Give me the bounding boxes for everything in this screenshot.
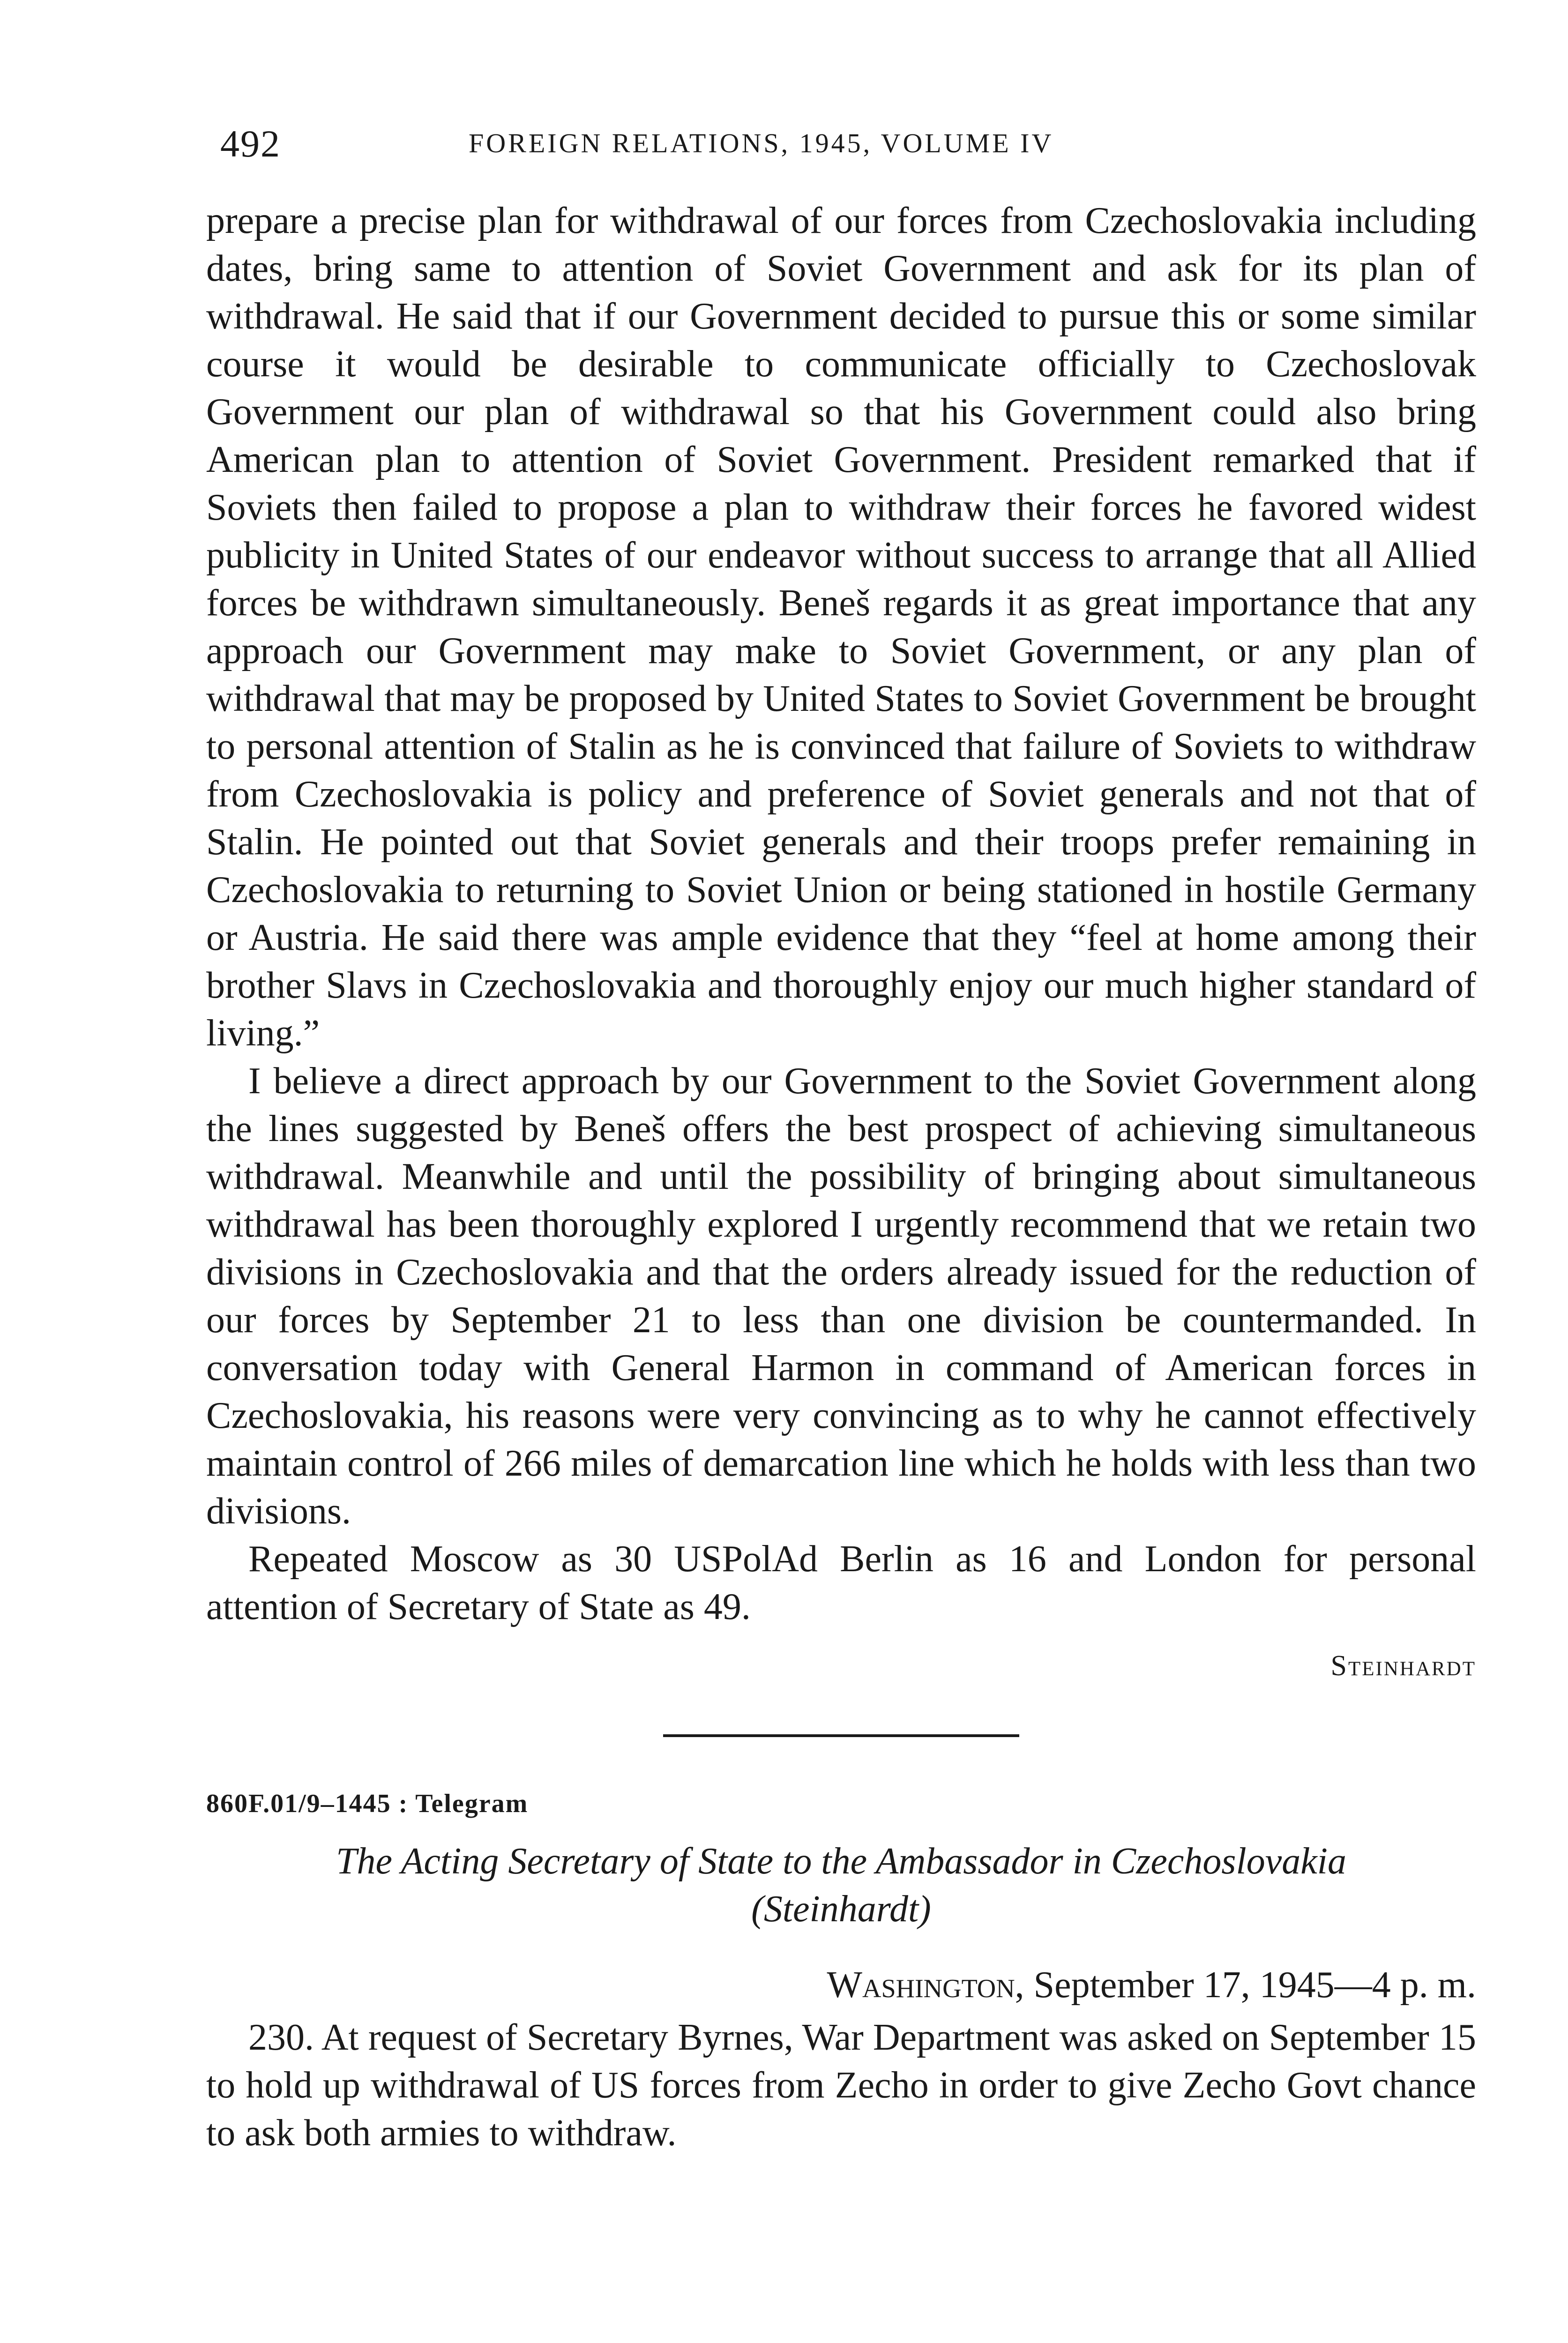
paragraph-continued: prepare a precise plan for withdrawal of our forces from Czechoslovakia including dates, bring same to attention of Soviet Government and ask for its plan of withdrawal. He said that if our Government decided to pursue this or some similar course it would be desirable to communicate officially to Czechoslovak Government our plan of withdrawal so that his Government could also bring American plan to attention of Soviet Government. President remarked that if Soviets then failed to propose a plan to withdraw their forces he favored widest publicity in United States of our endeavor without success to arrange that all Allied forces be withdrawn simultaneously. Beneš regards it as great importance that any approach our Government may make to Soviet Government, or any plan of withdrawal that may be proposed by United States to Soviet Government be brought to personal attention of Stalin as he is convinced that failure of Soviets to withdraw from Czechoslovakia is policy and preference of Soviet generals and not that of Stalin. He pointed out that Soviet generals and their troops prefer remaining in Czechoslovakia to returning to Soviet Union or being stationed in hostile Germany or Austria. He said there was ample evidence that they “feel at home among their brother Slavs in Czechoslovakia and thoroughly enjoy our much higher standard of living.” [206, 200, 1476, 1054]
dateline-date: September 17, 1945—4 p. m. [1033, 1964, 1476, 2006]
running-head [206, 117, 1476, 169]
section-divider [663, 1734, 1019, 1737]
file-reference: 860F.01/9–1445 : Telegram [206, 1789, 529, 1818]
dateline [206, 1961, 1476, 2009]
document-title-line1: The Acting Secretary of State to the Ambassador in Czechoslovakia [336, 1841, 1346, 1882]
paragraph-repeated: Repeated Moscow as 30 USPolAd Berlin as 16 and London for personal attention of Secretary of State as 49. [206, 1538, 1476, 1627]
document-page [206, 117, 1476, 2157]
document-title-line2: (Steinhardt) [751, 1888, 931, 1930]
telegram-body [206, 2014, 1476, 2157]
running-title: FOREIGN RELATIONS, 1945, VOLUME IV [469, 128, 1054, 158]
paragraph-recommendation: I believe a direct approach by our Government to the Soviet Government along the lines suggested by Beneš offers the best prospect of achieving simultaneous withdrawal. Meanwhile and until the possibility of bringing about simultaneous withdrawal has been thoroughly explored I urgently recommend that we retain two divisions in Czechoslovakia and that the orders already issued for the reduction of our forces by September 21 to less than one division be countermanded. In conversation today with General Harmon in command of American forces in Czechoslovakia, his reasons were very convincing as to why he cannot effectively maintain control of 266 miles of demarcation line which he holds with less than two divisions. [206, 1060, 1476, 1532]
telegram-paragraph: 230. At request of Secretary Byrnes, War Department was asked on September 15 to hold up withdrawal of US forces from Zecho in order to give Zecho Govt chance to ask both armies to withdraw. [206, 2017, 1476, 2154]
signature: Steinhardt [1330, 1650, 1476, 1682]
document-body [206, 197, 1476, 1631]
page-number: 492 [220, 122, 281, 165]
dateline-place: Washington, [827, 1964, 1024, 2006]
document-title [206, 1837, 1476, 1933]
